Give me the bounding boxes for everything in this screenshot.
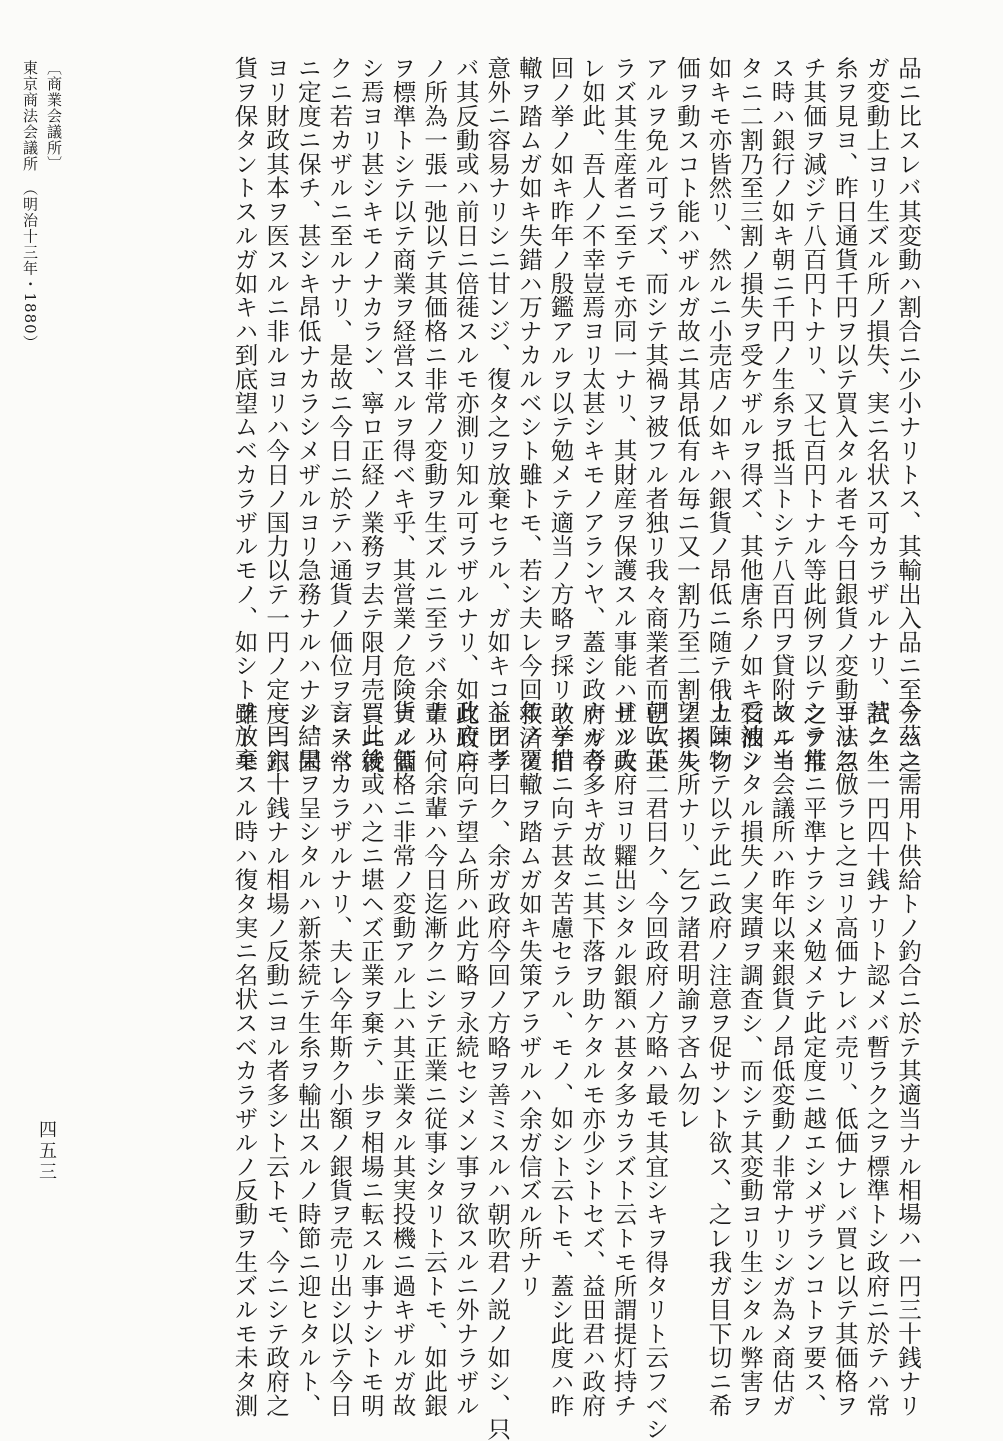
upper-text-line: ヨリ財政其本ヲ医スルニ非ルヨリハ今日ノ国力以テ一円ノ定度ニ銀: [262, 56, 291, 773]
lower-text-line: 且ツ政府ヨリ糶出シタル銀額ハ甚タ多カラズト云トモ所謂提灯持チ: [609, 700, 638, 1417]
upper-text-line: 意外ニ容易ナリシニ甘ンジ、復タ之ヲ放棄セラル、ガ如キコトアラ: [483, 56, 512, 773]
lower-text-line: 朝吹英二君曰ク、今回政府ノ方略ハ最モ其宜シキヲ得タリト云フベシ: [641, 700, 670, 1441]
lower-text-line: 受被シタル損失ノ実蹟ヲ調査シ、而シテ其変動ヨリ生シタル弊害ヲ: [736, 700, 765, 1417]
upper-text-line: ノ所為一張一弛以テ其価格ニ非常ノ変動ヲ生ズルニ至ラバ余輩ハ何: [420, 56, 449, 773]
upper-text-block: [93, 56, 923, 773]
upper-text-line: タニ二割乃至三割ノ損失ヲ受ケザルヲ得ズ、其他唐糸ノ如キ石油ノ: [736, 56, 765, 773]
lower-text-line: ニ此後或ハ之ニ堪ヘズ正業ヲ棄テ、歩ヲ相場ニ転スル事ナシトモ明: [356, 700, 385, 1417]
upper-text-line: ガ変動上ヨリ生ズル所ノ損失、実ニ名状ス可カラザルナリ、試ニ生: [862, 56, 891, 773]
upper-text-line: 貨ヲ保タントスルガ如キハ到底望ムベカラザルモノ、如シト雖トモ: [230, 56, 259, 773]
upper-text-line: チ其価ヲ減ジテ八百円トナリ、又七百円トナル等此例ヲ以テ之ヲ推: [799, 56, 828, 773]
upper-text-line: 回ノ挙ノ如キ昨年ノ殷鑑アルヲ以テ勉メテ適当ノ方略ヲ採リ敢テ旧: [546, 56, 575, 773]
source-caption: 東京商法会議所 （明治十三年・1880）: [21, 60, 39, 351]
upper-text-line: クニ若カザルニ至ルナリ、是故ニ今日ニ於テハ通貨ノ価位ヲシテ常: [325, 56, 354, 773]
lower-text-line: 平法ニ倣ラヒ之ヨリ高価ナレバ売リ、低価ナレバ買ヒ以テ其価格ヲ: [830, 700, 859, 1417]
upper-text-line: ス時ハ銀行ノ如キ朝ニ千円ノ生糸ヲ抵当トシテ八百円ヲ貸附スルモ: [767, 56, 796, 773]
upper-text-line: 如キモ亦皆然リ、然ルニ小売店ノ如キハ銀貨ノ昂低ニ随テ俄カニ物: [704, 56, 733, 773]
lower-text-line: 貨ノ価格ニ非常ノ変動アル上ハ其正業タル其実投機ニ過キザルガ故: [388, 700, 417, 1417]
lower-text-line: 若クハ一円四十銭ナリト認メバ暫ラク之ヲ標準トシ政府ニ於テハ常: [862, 700, 891, 1417]
lower-text-line: ノ挙措ニ向テ甚タ苦慮セラル、モノ、如シト云トモ、蓋シ此度ハ昨: [546, 700, 575, 1417]
upper-text-line: ラズ其生産者ニ至テモ亦同一ナリ、其財産ヲ保護スル事能ハザル夫: [609, 56, 638, 773]
upper-text-line: アルヲ免ル可ラズ、而シテ其禍ヲ被フル者独リ我々商業者而已ニ止: [641, 56, 670, 773]
lower-text-line: ノ結果ヲ呈シタルハ新茶続テ生糸ヲ輸出スルノ時節ニ迎ヒタルト、: [293, 700, 322, 1417]
lower-text-line: 政府ニ向テ望ム所ハ此方略ヲ永続セシメン事ヲ欲スルニ外ナラザル: [451, 700, 480, 1417]
lower-text-line: ナリ、余輩ハ今日迄漸クニシテ正業ニ従事シタリト云トモ、如此銀: [420, 700, 449, 1417]
upper-text-line: 轍ヲ踏ムガ如キ失錯ハ万ナカルベシト雖トモ、若シ夫レ今回救済ノ: [514, 56, 543, 773]
upper-text-line: バ其反動或ハ前日ニ倍蓰スルモ亦測リ知ル可ラザルナリ、如此政府: [451, 56, 480, 773]
lower-text-block: [93, 700, 923, 1441]
lower-text-line: 望スル所ナリ、乞フ諸君明諭ヲ吝ム勿レ: [672, 700, 701, 1131]
lower-text-line: 上陳シテ以テ此ニ政府ノ注意ヲ促サント欲ス、之レ我ガ目下切ニ希: [704, 700, 733, 1417]
lower-text-line: ヲ放棄スル時ハ復タ実ニ名状スベカラザルノ反動ヲ生ズルモ未タ測: [230, 700, 259, 1417]
page-number: 四五三: [36, 1120, 57, 1183]
upper-text-line: 品ニ比スレバ其変動ハ割合ニ少小ナリトス、其輸出入品ニ至テハ之: [894, 56, 922, 773]
upper-text-line: ヲ標準トシテ以テ商業ヲ経営スルヲ得ベキ乎、其営業ノ危険ナル蓋: [388, 56, 417, 773]
upper-text-line: 価ヲ動スコト能ハザルガ故ニ其昂低有ル毎ニ又一割乃至二割ノ損失: [672, 56, 701, 773]
upper-text-line: 糸ヲ見ヨ、昨日通貨千円ヲ以テ買入タル者モ今日銀貨ノ変動ヨリ忽: [830, 56, 859, 773]
lower-text-line: 言スベカラザルナリ、夫レ今年斯ク小額ノ銀貨ヲ売リ出シ以テ今日: [325, 700, 354, 1417]
lower-text-line: シテ常ニ平準ナラシメ勉メテ此定度ニ越エシメザランコトヲ要ス、: [799, 700, 828, 1417]
upper-text-line: シ焉ヨリ甚シキモノナカラン、寧ロ正経ノ業務ヲ去テ限月売買ニ就: [356, 56, 385, 773]
lower-text-line: 一円六十銭ナル相場ノ反動ニヨル者多シト云トモ、今ニシテ政府之: [262, 700, 291, 1417]
lower-text-line: 故ニ当会議所ハ昨年以来銀貨ノ昂低変動ノ非常ナリシガ為メ商估ガ: [767, 700, 796, 1417]
upper-text-line: ニ定度ニ保チ、甚シキ昂低ナカラシメザルヨリ急務ナルハナシ、固: [293, 56, 322, 773]
lower-text-line: ナル者多キガ故ニ其下落ヲ助ケタルモ亦少シトセズ、益田君ハ政府: [578, 700, 607, 1417]
section-label: 〔商業会議所〕: [45, 60, 63, 172]
lower-text-line: 年ノ覆轍ヲ踏ムガ如キ失策アラザルハ余ガ信ズル所ナリ: [514, 700, 543, 1298]
upper-text-line: レ如此、吾人ノ不幸豈焉ヨリ太甚シキモノアランヤ、蓋シ政府ガ今: [578, 56, 607, 773]
lower-text-line: 益田孝曰ク、余ガ政府今回ノ方略ヲ善ミスルハ朝吹君ノ説ノ如シ、只: [483, 700, 512, 1441]
lower-text-line: 今茲ニ需用ト供給トノ釣合ニ於テ其適当ナル相場ハ一円三十銭ナリ: [894, 700, 922, 1417]
